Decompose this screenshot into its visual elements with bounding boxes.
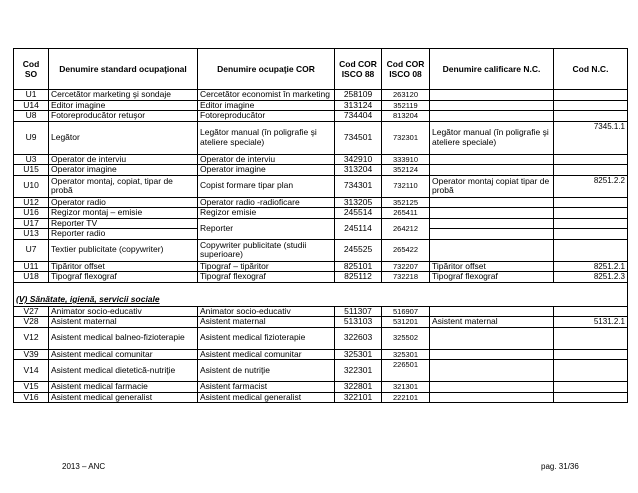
cell-standard: Regizor montaj – emisie: [49, 208, 198, 219]
cell-cor08: 321301: [382, 382, 430, 393]
table-row: [14, 175, 628, 197]
cell-cor08: 226501: [382, 360, 430, 382]
cell-calificare: Operator montaj copiat tipar de probă: [430, 175, 554, 197]
cell-standard: Asistent medical dietetică-nutriţie: [49, 360, 198, 382]
cell-cor08: 732301: [382, 121, 430, 154]
cell-cor08: 222101: [382, 392, 430, 403]
table-row: [14, 90, 628, 101]
cell-calificare: Legător manual (în poligrafie şi ateliere speciale): [430, 121, 554, 154]
cell-cod-nc: 8251.2.1: [554, 261, 628, 272]
cell-calificare: [430, 392, 554, 403]
section-row: [14, 282, 628, 306]
header-denumire-standard: Denumire standard ocupaţional: [49, 49, 198, 90]
cell-cor88: 313205: [335, 197, 382, 208]
cell-cod-nc: [554, 360, 628, 382]
cell-standard: Reporter radio: [49, 229, 198, 240]
cell-cod-nc: [554, 382, 628, 393]
table-row: [14, 261, 628, 272]
cell-cod-nc: [554, 154, 628, 165]
cell-cor08: 732218: [382, 272, 430, 283]
cell-cor88: 322101: [335, 392, 382, 403]
cell-cod-nc: [554, 327, 628, 349]
cell-standard: Operator imagine: [49, 165, 198, 176]
cell-cor08: 325502: [382, 327, 430, 349]
cell-cod-nc: [554, 90, 628, 101]
cell-cod-nc: 8251.2.3: [554, 272, 628, 283]
section-title-sanatate: (V) Sănătate, igienă, servicii sociale: [14, 282, 628, 306]
cell-standard: Animator socio-educativ: [49, 306, 198, 317]
header-cod-nc: Cod N.C.: [554, 49, 628, 90]
header-cod-cor-88: Cod COR ISCO 88: [335, 49, 382, 90]
cell-ocupatie: Asistent maternal: [198, 317, 335, 328]
cell-cod-so: U16: [14, 208, 49, 219]
cell-ocupatie: Copywriter publicitate (studii superioare): [198, 239, 335, 261]
cell-cod-so: V14: [14, 360, 49, 382]
cell-cor88: 734404: [335, 111, 382, 122]
table-row: [14, 382, 628, 393]
page-number: pag. 31/36: [541, 462, 579, 471]
table-row: [14, 327, 628, 349]
cell-calificare: [430, 382, 554, 393]
cell-cor88: 322301: [335, 360, 382, 382]
cell-ocupatie: Fotoreproducător: [198, 111, 335, 122]
cell-calificare: [430, 349, 554, 360]
cell-cor08: 265422: [382, 239, 430, 261]
cell-cod-nc: [554, 306, 628, 317]
cell-standard: Operator montaj, copiat, tipar de probă: [49, 175, 198, 197]
cell-cor08: 732110: [382, 175, 430, 197]
cell-cod-so: U3: [14, 154, 49, 165]
cell-cod-so: U1: [14, 90, 49, 101]
cell-cod-nc: [554, 392, 628, 403]
cell-cod-so: V15: [14, 382, 49, 393]
cell-cod-nc: [554, 239, 628, 261]
cell-cod-so: U13: [14, 229, 49, 240]
cell-cod-nc: [554, 197, 628, 208]
cell-cod-so: V39: [14, 349, 49, 360]
header-cod-cor-08: Cod COR ISCO 08: [382, 49, 430, 90]
cell-standard: Editor imagine: [49, 100, 198, 111]
cell-ocupatie: Copist formare tipar plan: [198, 175, 335, 197]
cell-cor08: 263120: [382, 90, 430, 101]
cell-ocupatie: Tipograf flexograf: [198, 272, 335, 283]
cell-cor88: 322801: [335, 382, 382, 393]
cell-cor88: 734501: [335, 121, 382, 154]
cell-cod-so: U12: [14, 197, 49, 208]
table-header-row: [14, 49, 628, 90]
cell-cor88: 245114: [335, 218, 382, 239]
table-row: [14, 100, 628, 111]
cell-cor88: 825112: [335, 272, 382, 283]
cell-ocupatie: Reporter: [198, 218, 335, 239]
cell-cor08: 264212: [382, 218, 430, 239]
table-row: [14, 239, 628, 261]
cell-cod-nc: 8251.2.2: [554, 175, 628, 197]
cell-cod-so: U11: [14, 261, 49, 272]
cell-cor88: 258109: [335, 90, 382, 101]
cell-cor08: 352119: [382, 100, 430, 111]
cell-standard: Asistent medical farmacie: [49, 382, 198, 393]
cell-standard: Asistent medical comunitar: [49, 349, 198, 360]
cell-cod-so: U15: [14, 165, 49, 176]
cell-calificare: [430, 239, 554, 261]
cell-cod-nc: [554, 100, 628, 111]
cell-ocupatie: Regizor emisie: [198, 208, 335, 219]
cell-calificare: [430, 100, 554, 111]
cell-cor08: 516907: [382, 306, 430, 317]
cell-ocupatie: Operator imagine: [198, 165, 335, 176]
cell-cod-so: U14: [14, 100, 49, 111]
cell-cod-so: V12: [14, 327, 49, 349]
table-row: [14, 272, 628, 283]
cell-cod-so: V28: [14, 317, 49, 328]
cell-cod-so: U9: [14, 121, 49, 154]
cell-standard: Asistent medical generalist: [49, 392, 198, 403]
table-row: [14, 154, 628, 165]
cell-calificare: [430, 327, 554, 349]
cell-calificare: [430, 218, 554, 229]
table-row: [14, 317, 628, 328]
cell-calificare: [430, 154, 554, 165]
table-row: [14, 197, 628, 208]
table-row: [14, 360, 628, 382]
table-row: [14, 306, 628, 317]
cell-ocupatie: Asistent medical fizioterapie: [198, 327, 335, 349]
cell-standard: Tipăritor offset: [49, 261, 198, 272]
cell-calificare: [430, 111, 554, 122]
cell-ocupatie: Operator radio -radioficare: [198, 197, 335, 208]
cell-calificare: [430, 197, 554, 208]
cell-cod-so: U10: [14, 175, 49, 197]
table-row: [14, 111, 628, 122]
cell-cor08: 333910: [382, 154, 430, 165]
cell-ocupatie: Asistent farmacist: [198, 382, 335, 393]
cell-ocupatie: Animator socio-educativ: [198, 306, 335, 317]
header-denumire-calificare: Denumire calificare N.C.: [430, 49, 554, 90]
cell-cod-nc: 7345.1.1: [554, 121, 628, 154]
table-row: [14, 392, 628, 403]
table-row: [14, 121, 628, 154]
cell-ocupatie: Legător manual (în poligrafie şi ateliere speciale): [198, 121, 335, 154]
cell-cor88: 342910: [335, 154, 382, 165]
cell-cod-nc: 5131.2.1: [554, 317, 628, 328]
cell-cor88: 511307: [335, 306, 382, 317]
cell-ocupatie: Asistent de nutriţie: [198, 360, 335, 382]
cell-calificare: Tipăritor offset: [430, 261, 554, 272]
cell-cor08: 352125: [382, 197, 430, 208]
cell-calificare: [430, 165, 554, 176]
occupations-table: [13, 48, 628, 403]
table-row: [14, 349, 628, 360]
cell-cor88: 325301: [335, 349, 382, 360]
cell-calificare: [430, 360, 554, 382]
cell-ocupatie: Operator de interviu: [198, 154, 335, 165]
cell-ocupatie: Asistent medical comunitar: [198, 349, 335, 360]
table-row: [14, 165, 628, 176]
table-row: [14, 208, 628, 219]
cell-calificare: Asistent maternal: [430, 317, 554, 328]
cell-standard: Cercetător marketing şi sondaje: [49, 90, 198, 101]
header-denumire-ocupatie: Denumire ocupaţie COR: [198, 49, 335, 90]
cell-calificare: [430, 208, 554, 219]
cell-cor88: 825101: [335, 261, 382, 272]
cell-cor08: 732207: [382, 261, 430, 272]
cell-ocupatie: Cercetător economist în marketing: [198, 90, 335, 101]
cell-cor88: 322603: [335, 327, 382, 349]
cell-standard: Operator radio: [49, 197, 198, 208]
cell-cor88: 313124: [335, 100, 382, 111]
cell-cod-nc: [554, 229, 628, 240]
cell-ocupatie: Editor imagine: [198, 100, 335, 111]
cell-cod-nc: [554, 165, 628, 176]
cell-standard: Asistent medical balneo-fizioterapie: [49, 327, 198, 349]
cell-ocupatie: Tipograf – tipăritor: [198, 261, 335, 272]
cell-cor08: 265411: [382, 208, 430, 219]
cell-cod-so: U7: [14, 239, 49, 261]
cell-standard: Legător: [49, 121, 198, 154]
cell-standard: Fotoreproducător retuşor: [49, 111, 198, 122]
cell-cor08: 531201: [382, 317, 430, 328]
cell-cod-so: U18: [14, 272, 49, 283]
table-row: [14, 218, 628, 229]
cell-cod-so: V16: [14, 392, 49, 403]
cell-cor88: 245525: [335, 239, 382, 261]
cell-cor88: 245514: [335, 208, 382, 219]
header-cod-so: Cod SO: [14, 49, 49, 90]
cell-cor88: 513103: [335, 317, 382, 328]
cell-calificare: [430, 306, 554, 317]
cell-standard: Textier publicitate (copywriter): [49, 239, 198, 261]
cell-cor88: 734301: [335, 175, 382, 197]
footer-left-text: 2013 – ANC: [62, 462, 106, 471]
cell-cod-so: U8: [14, 111, 49, 122]
cell-cor08: 813204: [382, 111, 430, 122]
cell-standard: Reporter TV: [49, 218, 198, 229]
cell-calificare: Tipograf flexograf: [430, 272, 554, 283]
cell-standard: Operator de interviu: [49, 154, 198, 165]
cell-cor08: 352124: [382, 165, 430, 176]
cell-calificare: [430, 229, 554, 240]
cell-standard: Asistent maternal: [49, 317, 198, 328]
cell-cod-so: U17: [14, 218, 49, 229]
cell-cod-nc: [554, 208, 628, 219]
cell-calificare: [430, 90, 554, 101]
cell-ocupatie: Asistent medical generalist: [198, 392, 335, 403]
cell-cod-so: V27: [14, 306, 49, 317]
cell-cor08: 325301: [382, 349, 430, 360]
cell-standard: Tipograf flexograf: [49, 272, 198, 283]
cell-cod-nc: [554, 111, 628, 122]
cell-cor88: 313204: [335, 165, 382, 176]
cell-cod-nc: [554, 218, 628, 229]
cell-cod-nc: [554, 349, 628, 360]
